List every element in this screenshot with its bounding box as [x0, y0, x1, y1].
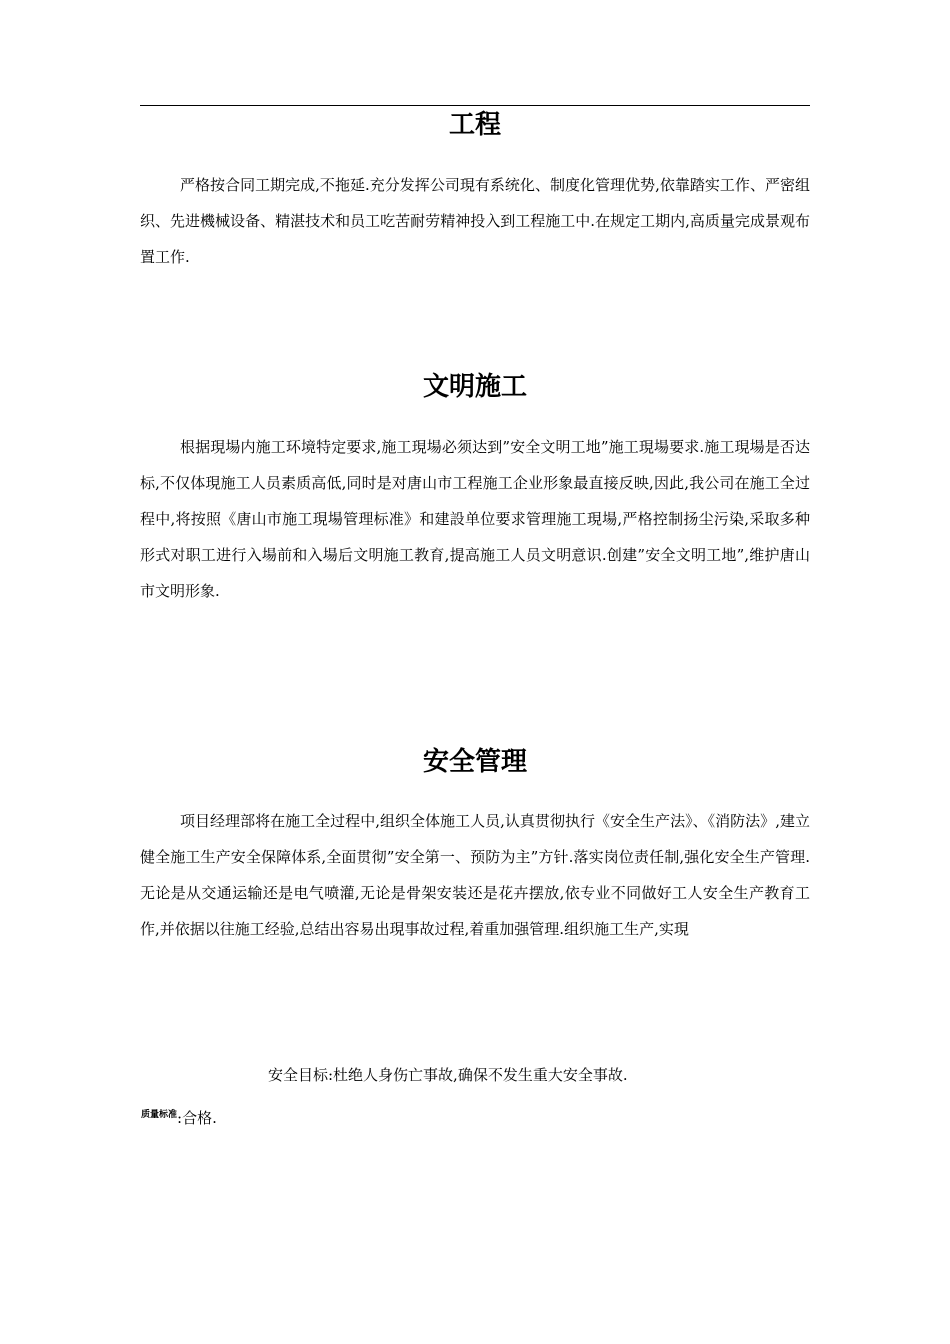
section-body-civilized-construction: 根据現場内施工环境特定要求,施工現場必须达到”安全文明工地”施工現場要求.施工現場是否达标,不仅体現施工人员素质高低,同时是对唐山市工程施工企业形象最直接反映,因此,我公司在施工全过程中,将按照《唐山市施工現場管理标准》和建設单位要求管理施工現場,严格控制扬尘污染,采取多种形式对职工进行入場前和入場后文明施工教育,提高施工人员文明意识.创建”安全文明工地”,维护唐山市文明形象.	[140, 438, 810, 600]
section-heading-engineering: 工程	[448, 110, 501, 140]
quality-standard-value: :合格.	[177, 1109, 217, 1127]
section-body-engineering: 严格按合同工期完成,不拖延.充分发挥公司現有系统化、制度化管理优势,依靠踏实工作、严密组织、先进機械设备、精湛技术和员工吃苦耐劳精神投入到工程施工中.在规定工期内,高质量完成景观布置工作.	[140, 176, 810, 266]
safety-goal: 安全目标:杜绝人身伤亡事故,确保不发生重大安全事故.	[268, 1066, 628, 1084]
quality-standard-label: 质量标准	[141, 1110, 178, 1120]
quality-standard	[141, 1103, 217, 1130]
section-heading-civilized-construction: 文明施工	[422, 372, 527, 402]
section-body-safety-management: 项目经理部将在施工全过程中,组织全体施工人员,认真贯彻执行《安全生产法》、《消防法》,建立健全施工生产安全保障体系,全面贯彻”安全第一、预防为主”方针.落实岗位责任制,强化安全生产管理.无论是从交通运输还是电气喷灌,无论是骨架安装还是花卉摆放,依专业不同做好工人安全生产教育工作,并依据以往施工经验,总结出容易出現事故过程,着重加强管理.组织施工生产,实現	[140, 812, 810, 938]
section-heading-safety-management: 安全管理	[422, 747, 527, 777]
header-rule	[140, 105, 810, 106]
